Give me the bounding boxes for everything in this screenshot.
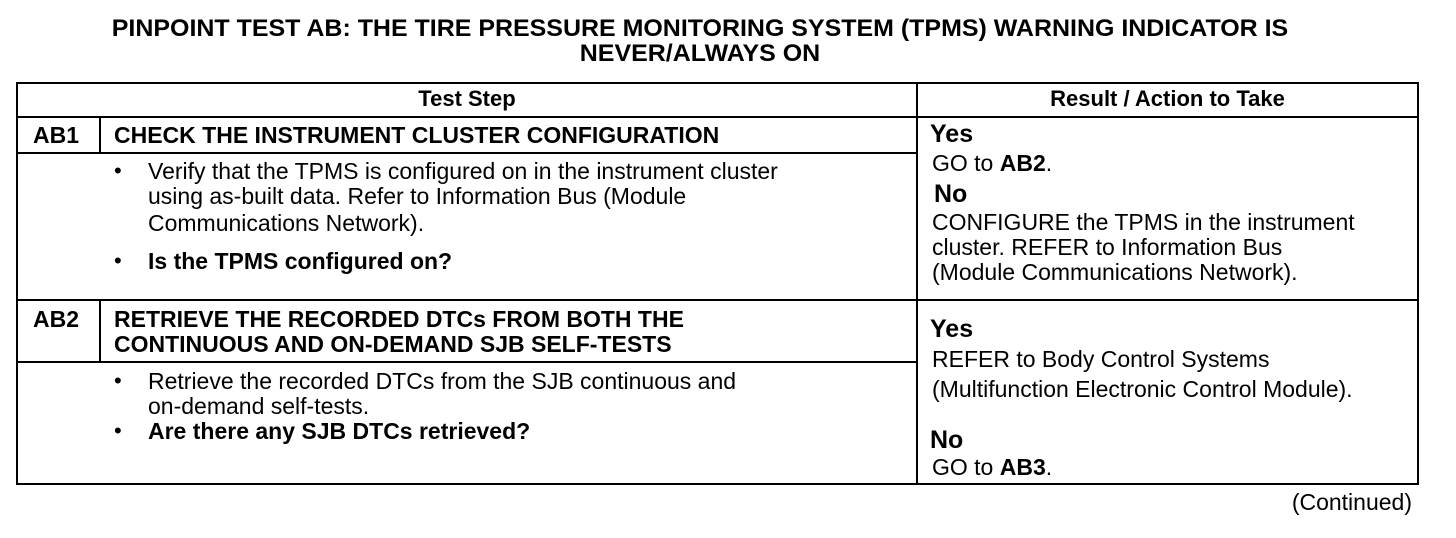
result-no-target: AB3 [999,454,1046,480]
bullet-icon: • [114,418,122,443]
title-line-2: NEVER/ALWAYS ON [579,40,821,67]
header-test-step: Test Step [418,86,516,111]
bullet-icon: • [114,248,122,273]
result-yes-action-line: REFER to Body Control Systems [932,346,1270,372]
step-heading-ab1: CHECK THE INSTRUMENT CLUSTER CONFIGURATION [114,122,720,148]
result-no-label: No [930,426,964,454]
step-question: Is the TPMS configured on? [148,248,453,274]
step-instruction-line: using as-built data. Refer to Information Bus (Module [148,183,687,209]
step-instruction-line: Communications Network). [148,210,425,236]
result-yes-target: AB2 [999,150,1046,176]
step-id-ab1: AB1 [33,122,80,148]
title-line-1: PINPOINT TEST AB: THE TIRE PRESSURE MONITORING SYSTEM (TPMS) WARNING INDICATOR IS [111,15,1289,42]
result-no-action-line: cluster. REFER to Information Bus [932,234,1283,260]
bullet-icon: • [114,368,122,393]
step-heading-ab2: RETRIEVE THE RECORDED DTCs FROM BOTH THE [114,306,684,332]
result-no-action-line: (Module Communications Network). [932,259,1298,285]
step-id-ab2: AB2 [33,306,80,332]
continued-label: (Continued) [1291,489,1412,515]
result-no-label: No [934,180,968,208]
result-yes-action: GO to AB2. [932,150,1053,176]
result-yes-label: Yes [930,315,974,343]
step-instruction-line: Verify that the TPMS is configured on in the instrument cluster [148,158,778,184]
result-yes-action-line: (Multifunction Electronic Control Module). [932,376,1353,402]
result-no-action-line: CONFIGURE the TPMS in the instrument [932,209,1355,235]
step-heading-ab2: CONTINUOUS AND ON-DEMAND SJB SELF-TESTS [114,331,672,357]
result-yes-label: Yes [930,120,974,148]
step-instruction-line: on-demand self-tests. [148,393,370,419]
step-question: Are there any SJB DTCs retrieved? [148,418,531,444]
step-instruction-line: Retrieve the recorded DTCs from the SJB continuous and [148,368,737,394]
result-no-action: GO to AB3. [932,454,1053,480]
bullet-icon: • [114,158,122,183]
header-result-action: Result / Action to Take [1050,86,1285,111]
